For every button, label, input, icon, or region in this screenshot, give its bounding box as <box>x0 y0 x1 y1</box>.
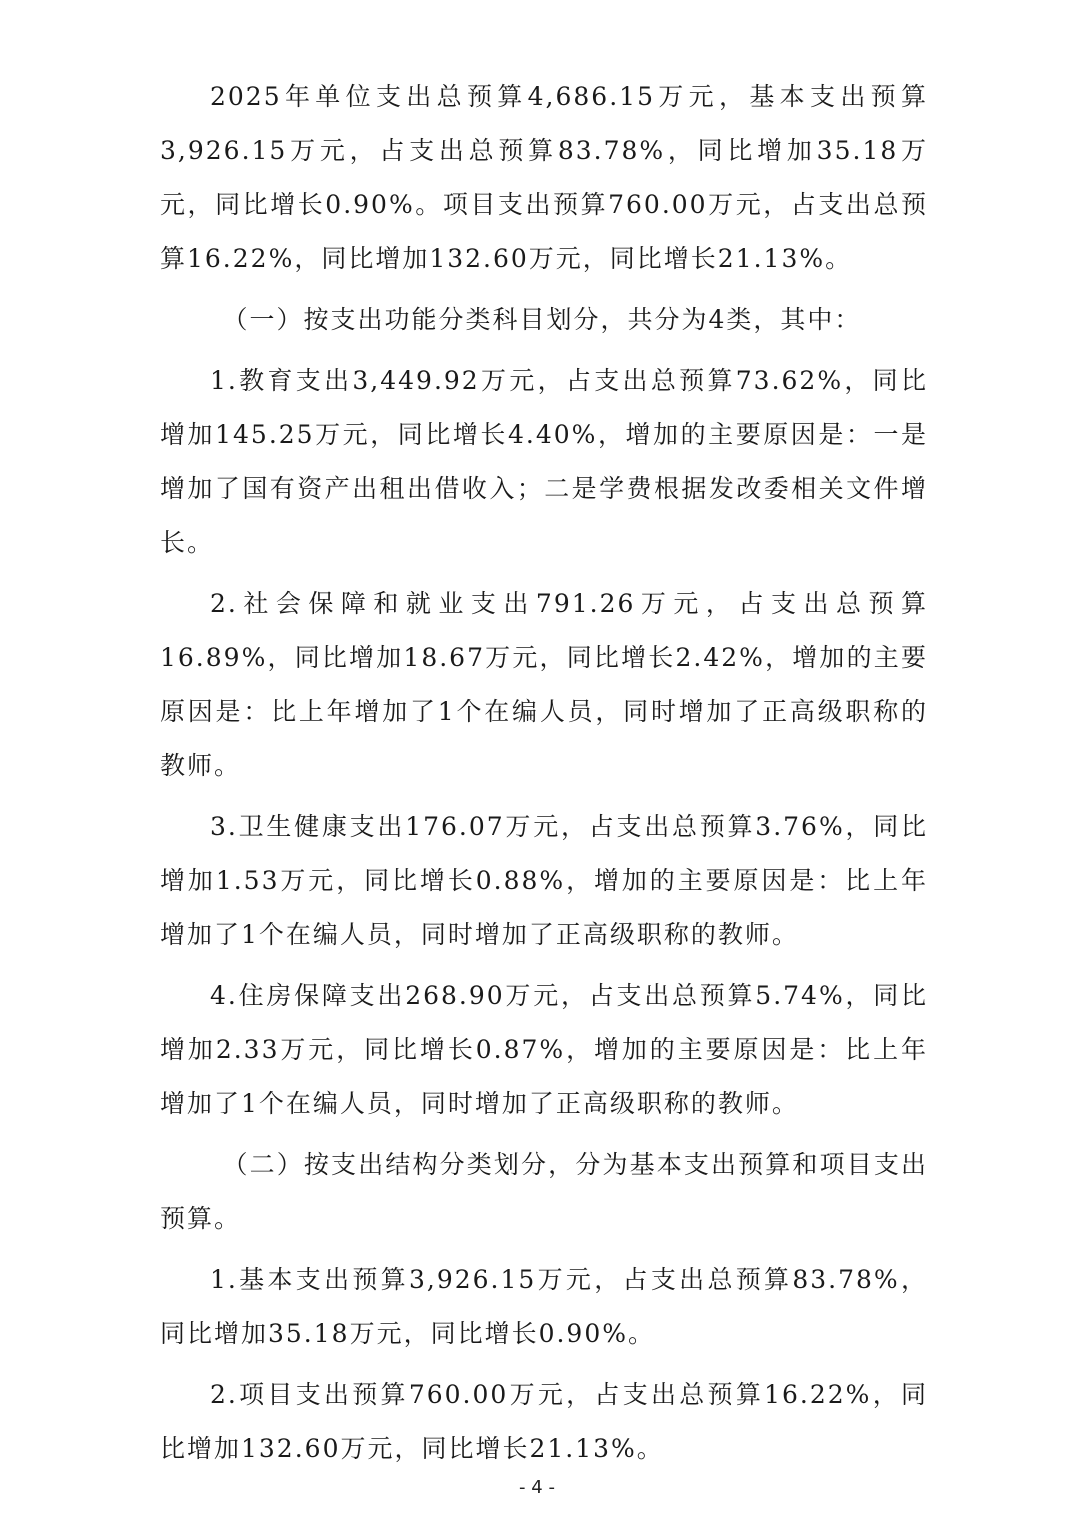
paragraph-housing-expenditure: 4.住房保障支出268.90万元，占支出总预算5.74%，同比增加2.33万元，同比增长0.87%，增加的主要原因是：比上年增加了1个在编人员，同时增加了正高级职称的教师。 <box>160 981 928 1118</box>
section-heading-functional-classification: （一）按支出功能分类科目划分，共分为4类，其中： <box>222 305 862 334</box>
section-heading-structural-classification: （二）按支出结构分类划分，分为基本支出预算和项目支出预算。 <box>160 1150 928 1233</box>
page-number: - 4 - <box>519 1477 555 1498</box>
document-body <box>160 70 928 1483</box>
paragraph-education-expenditure: 1.教育支出3,449.92万元，占支出总预算73.62%，同比增加145.25万元，同比增长4.40%，增加的主要原因是：一是增加了国有资产出租出借收入；二是学费根据发改委相关文件增长。 <box>160 366 928 557</box>
paragraph-project-expenditure: 2.项目支出预算760.00万元，占支出总预算16.22%，同比增加132.60万元，同比增长21.13%。 <box>160 1380 928 1463</box>
paragraph-budget-summary: 2025年单位支出总预算4,686.15万元，基本支出预算3,926.15万元，占支出总预算83.78%，同比增加35.18万元，同比增长0.90%。项目支出预算760.00万元，占支出总预算16.22%，同比增加132.60万元，同比增长21.13%。 <box>160 82 928 273</box>
paragraph-basic-expenditure: 1.基本支出预算3,926.15万元，占支出总预算83.78%，同比增加35.18万元，同比增长0.90%。 <box>160 1265 928 1348</box>
paragraph-social-security-expenditure: 2.社会保障和就业支出791.26万元，占支出总预算16.89%，同比增加18.67万元，同比增长2.42%，增加的主要原因是：比上年增加了1个在编人员，同时增加了正高级职称的教师。 <box>160 589 928 780</box>
paragraph-health-expenditure: 3.卫生健康支出176.07万元，占支出总预算3.76%，同比增加1.53万元，同比增长0.88%，增加的主要原因是：比上年增加了1个在编人员，同时增加了正高级职称的教师。 <box>160 812 928 949</box>
